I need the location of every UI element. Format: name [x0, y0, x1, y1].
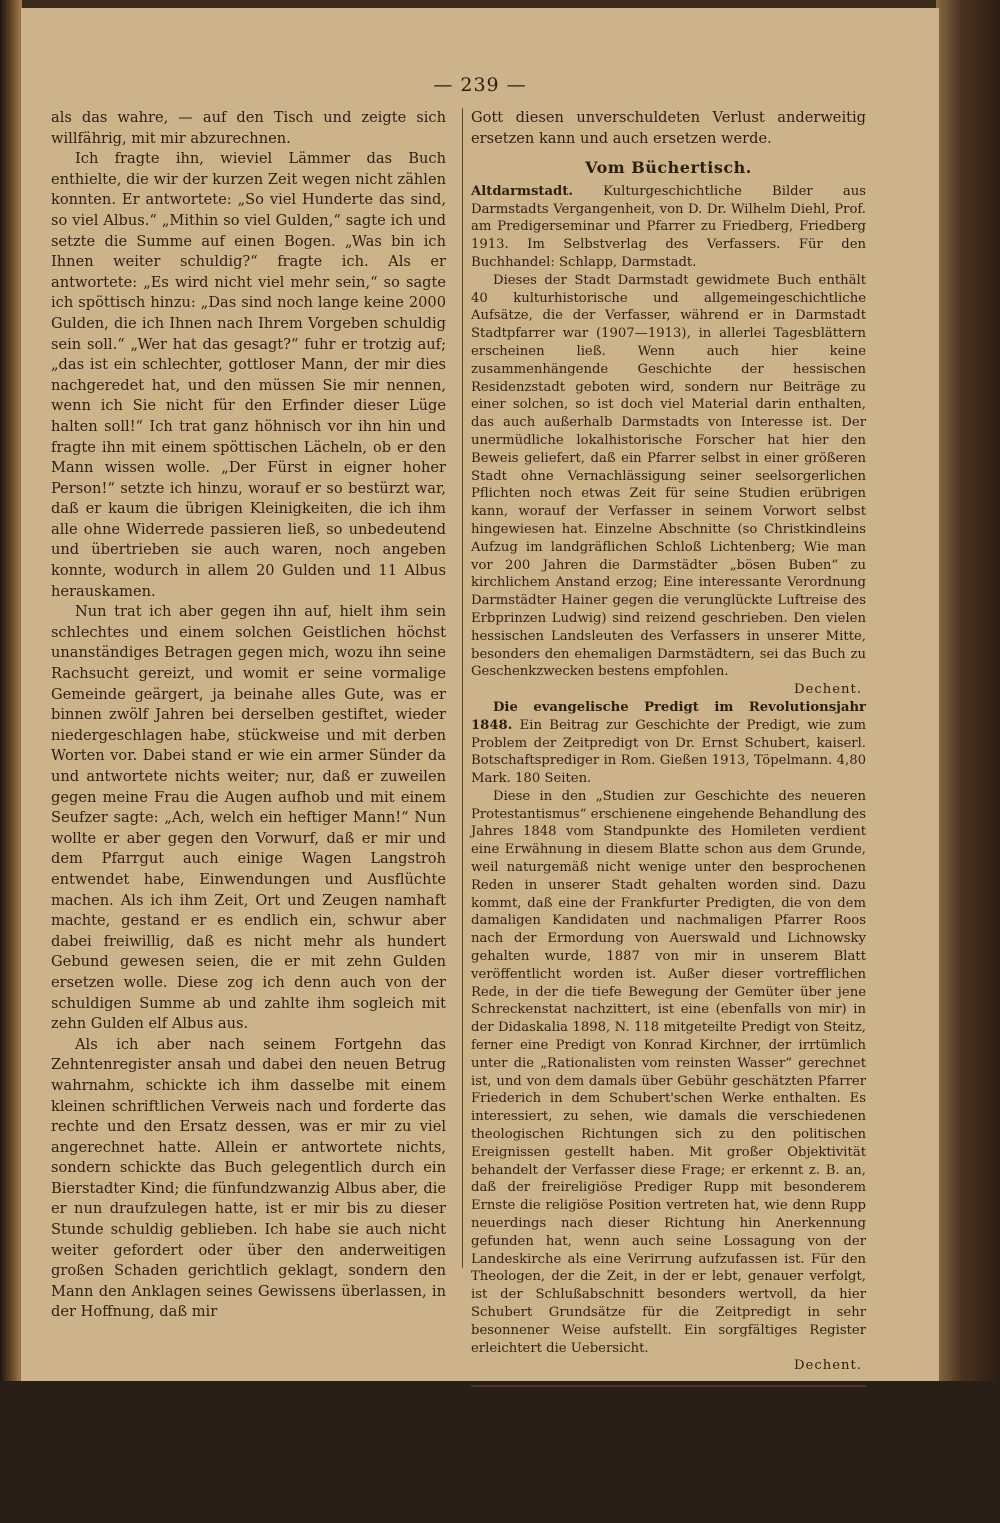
- notice-title: Waldgottesdienst auf d. Oberschweinstiege.: [555, 1398, 782, 1441]
- left-paragraph: Als ich aber nach seinem Fortgehn das Zehntenregister ansah und dabei den neuen Betrug wahrnahm, schickte ich ihm dasselbe mit einem kleinen schriftlichen Verweis nach und forderte das rechte und den Ersatz dessen, was er mir zu viel angerechnet hatte. Allein er antwortete nichts, sondern schickte das Buch gelegentlich durch ein Bierstadter Kind; die fünfundzwanzig Albus aber, die er nun draufzulegen hatte, ist er mir bis zu dieser Stunde schuldig geblieben. Ich habe sie auch nicht weiter gefordert oder über den anderweitigen großen Schaden gerichtlich geklagt, sondern den Mann den Anklagen seines Gewissens überlassen, in der Hoffnung, daß mir: [51, 1035, 446, 1321]
- left-page-edge: [0, 0, 22, 1381]
- notice-theme-label: Thema:: [559, 1484, 615, 1501]
- review-citation: Kulturgeschichtliche Bilder aus Darmstadts Vergangenheit, von D. Dr. Wilhelm Diehl, Prof. am Predigerseminar und Pfarrer zu Friedberg, Friedberg 1913. Im Selbstverlag des Verfassers. Für den Buchhandel: Schlapp, Darmstadt.: [471, 183, 866, 270]
- review-signature: Dechent.: [793, 1358, 862, 1374]
- newspaper-page: [20, 8, 939, 1522]
- notice-preacher: Predigt: Pfarrer Saul.: [594, 1463, 743, 1480]
- review-paragraph: Diese in den „Studien zur Geschichte des neueren Protestantismus“ erschienene eingehende Behandlung des Jahres 1848 vom Standpunkte des Homileten verdient eine Erwähnung in diesem Blatte schon aus dem Grunde, weil naturgemäß nicht wenige unter den besprochenen Reden in unserer Stadt gehalten worden sind. Dazu kommt, daß eine der Frankfurter Predigten, die von dem damaligen Kandidaten und nachmaligen Pfarrer Roos nach der Ermordung von Auerswald und Lichnowsky gehalten wurde, 1887 von mir in unserem Blatt veröffentlicht worden ist. Außer dieser vortrefflichen Rede, in der die tiefe Bewegung der Gemüter über jene Schreckenstat nachzittert, ist eine (ebenfalls von mir) in der Didaskalia 1898, N. 118 mitgeteilte Predigt von Steitz, ferner eine Predigt von Konrad Kirchner, der irrtümlich unter die „Rationalisten vom reinsten Wasser“ gerechnet ist, und von dem damals über Gebühr geschätzten Pfarrer Friederich in dem Schubert'schen Werke enthalten. Es interessiert, zu sehen, wie damals die verschiedenen theologischen Richtungen sich zu den politischen Ereignissen gestellt haben. Mit großer Objektivität behandelt der Verfasser diese Frage; er erkennt z. B. an, daß der freireligiöse Prediger Rupp mit besonderem Ernste die religiöse Position vertreten hat, wie denn Rupp neuerdings nach dieser Richtung hin Anerkennung gefunden hat, wenn auch seine Lossagung von der Landeskirche als eine Verirrung aufzufassen ist. Für den Theologen, der die Zeit, in der er lebt, genauer verfolgt, ist der Schlußabschnitt besonders wertvoll, da hier Schubert Grundsätze für die Zeitpredigt in sehr besonnener Weise aufstellt. Ein sorgfältiges Register erleichtert die Uebersicht.: [471, 788, 866, 1356]
- left-column: [51, 108, 446, 1323]
- review-paragraph: Dieses der Stadt Darmstadt gewidmete Buch enthält 40 kulturhistorische und allgemeingeschichtliche Aufsätze, die der Verfasser, während er in Darmstadt Stadtpfarrer war (1907—1913), in allerlei Tagesblättern erscheinen ließ. Wenn auch hier keine zusammenhängende Geschichte der hessischen Residenzstadt geboten wird, sondern nur Beiträge zu einer solchen, so ist doch viel Material darin enthalten, das auch außerhalb Darmstadts von Interesse ist. Der unermüdliche lokalhistorische Forscher hat hier den Beweis geliefert, daß ein Pfarrer selbst in einer größeren Stadt ohne Vernachlässigung seiner seelsorgerlichen Pflichten noch etwas Zeit für seine Studien erübrigen kann, worauf der Verfasser in seinem Vorwort selbst hingewiesen hat. Einzelne Abschnitte (so Christkindleins Aufzug im landgräflichen Schloß Lichtenberg; Wie man vor 200 Jahren die Darmstädter „bösen Buben“ zu kirchlichem Anstand erzog; Eine interessante Verordnung Darmstädter Hainer gegen die verunglückte Luftreise des Erbprinzen Ludwig) sind reizend geschrieben. Den vielen hessischen Landsleuten des Verfassers in unserer Mitte, besonders den ehemaligen Darmstädtern, sei das Buch zu Geschenkzwecken bestens empfohlen.: [471, 272, 866, 680]
- notice-train: Ein Waldbahnzug fährt ab Textorstr. um 9 Uhr.: [508, 1505, 829, 1522]
- left-paragraph: Ich fragte ihn, wieviel Lämmer das Buch enthielte, die wir der kurzen Zeit wegen nicht zählen konnten. Er antwortete: „So viel Hunderte das sind, so viel Albus.“ „Mithin so viel Gulden,“ sagte ich und setzte die Summe auf einen Bogen. „Was bin ich Ihnen weiter schuldig?“ fragte ich. Als er antwortete: „Es wird nicht viel mehr sein,“ so sagte ich spöttisch hinzu: „Das sind noch lange keine 2000 Gulden, die ich Ihnen nach Ihrem Vorgeben schuldig sein soll.“ „Wer hat das gesagt?“ fuhr er trotzig auf; „das ist ein schlechter, gottloser Mann, der mir dies nachgeredet hat, und den müssen Sie mir nennen, wenn ich Sie nicht für den Erfinder dieser Lüge halten soll!“ Ich trat ganz höhnisch vor ihn hin und fragte ihn mit einem spöttischen Lächeln, ob er den Mann wissen wolle. „Der Fürst in eigner hoher Person!“ setzte ich hinzu, worauf er so bestürzt war, daß er kaum die übrigen Kleinigkeiten, die ich ihm alle ohne Widerrede passieren ließ, so unbedeutend und übertrieben sie auch waren, noch angeben konnte, wodurch in allem 20 Gulden und 11 Albus herauskamen.: [51, 150, 446, 600]
- right-column: [471, 108, 866, 1523]
- book-cover-edge: [936, 0, 1000, 1381]
- review-paragraph: [471, 699, 866, 788]
- left-paragraph: als das wahre, — auf den Tisch und zeigte sich willfährig, mit mir abzurechnen.: [51, 109, 446, 147]
- page-number: — 239 —: [433, 74, 527, 96]
- notice-theme-value: Gott und die Natur.: [619, 1483, 778, 1501]
- review-citation: Ein Beitrag zur Geschichte der Predigt, wie zum Problem der Zeitpredigt von Dr. Ernst Schubert, kaiserl. Botschaftsprediger in Rom. Gießen 1913, Töpelmann. 4,80 Mark. 180 Seiten.: [471, 717, 866, 787]
- review-title: Altdarmstadt.: [471, 183, 573, 199]
- review-signature: Dechent.: [793, 682, 862, 698]
- review-title: Die evangelische Predigt im Revolutionsjahr 1848.: [471, 699, 866, 733]
- left-paragraph: Nun trat ich aber gegen ihn auf, hielt ihm sein schlechtes und einem solchen Geistlichen höchst unanständiges Betragen gegen mich, wozu ihn seine Rachsucht gereizt, und womit er seine vormalige Gemeinde geärgert, ja beinahe alles Gute, was er binnen zwölf Jahren bei derselben gestiftet, wieder niedergeschlagen habe, stückweise und mit derben Worten vor. Dabei stand er wie ein armer Sünder da und antwortete nichts weiter; nur, daß er zuweilen gegen meine Frau die Augen aufhob und mit einem Seufzer sagte: „Ach, welch ein heftiger Mann!“ Nun wollte er aber gegen den Vorwurf, daß er mir und dem Pfarrgut auch einige Wagen Langstroh entwendet habe, Einwendungen und Ausflüchte machen. Als ich ihm Zeit, Ort und Zeugen namhaft machte, gestand er es endlich ein, schwur aber dabei freiwillig, daß es nicht mehr als hundert Gebund gewesen seien, die er mit zehn Gulden ersetzen wolle. Diese zog ich denn auch von der schuldigen Summe ab und zahlte ihm sogleich mit zehn Gulden elf Albus aus.: [51, 603, 446, 1033]
- continued-text: Gott diesen unverschuldeten Verlust anderweitig ersetzen kann und auch ersetzen werde.: [471, 109, 866, 147]
- notice-date: Sonntag, den 26. Juli 1914, vormittags 9½ Uhr.: [506, 1443, 831, 1460]
- section-title: Vom Büchertisch.: [585, 158, 752, 177]
- review-paragraph: [471, 183, 866, 272]
- notice-theme: [471, 1481, 866, 1503]
- service-notice: [471, 1385, 866, 1523]
- column-divider: [462, 108, 463, 1268]
